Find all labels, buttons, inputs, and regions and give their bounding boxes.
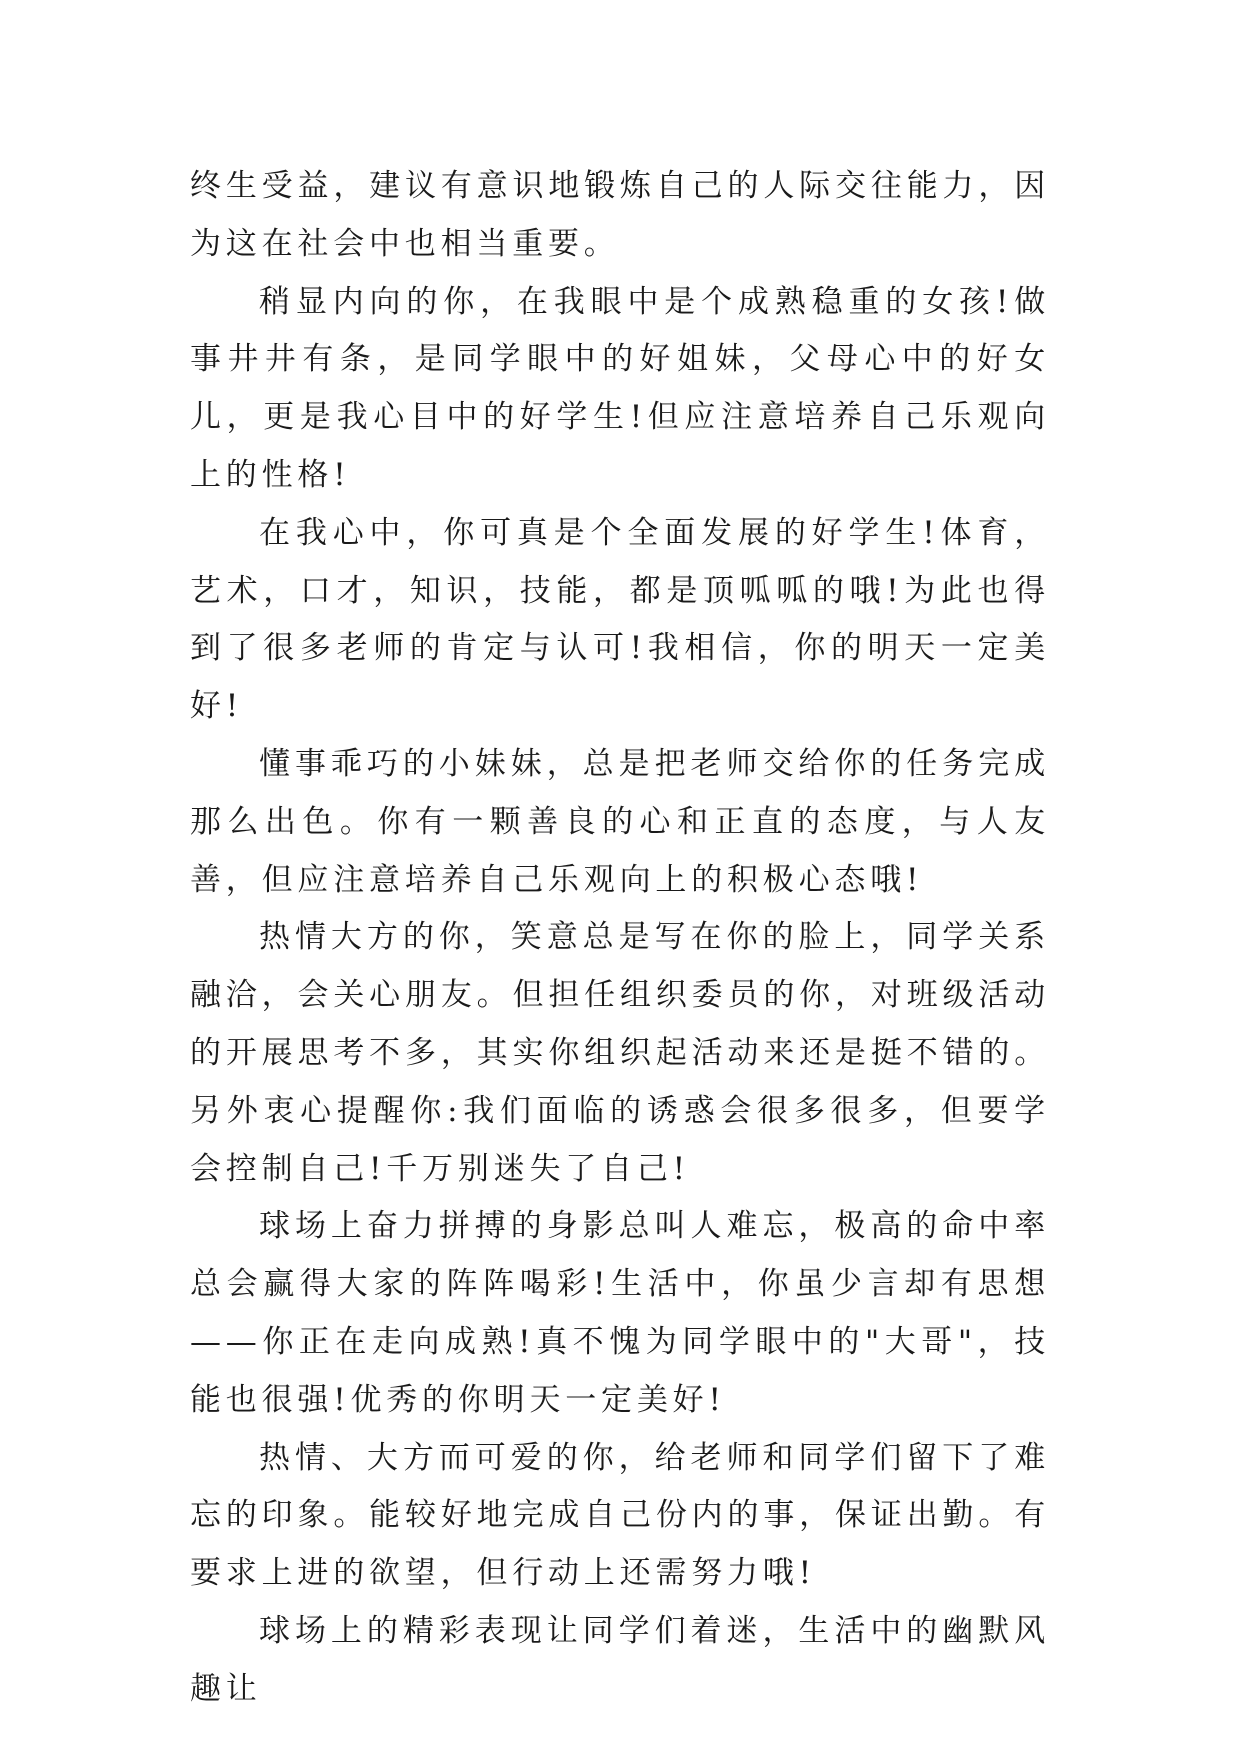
paragraph-8: 球场上的精彩表现让同学们着迷，生活中的幽默风趣让 [190, 1612, 1050, 1707]
paragraph-4: 懂事乖巧的小妹妹，总是把老师交给你的任务完成那么出色。你有一颗善良的心和正直的态度，与人友善，但应注意培养自己乐观向上的积极心态哦! [190, 745, 1050, 898]
paragraph-1: 终生受益，建议有意识地锻炼自己的人际交往能力，因为这在社会中也相当重要。 [190, 168, 1050, 262]
paragraph-6: 球场上奋力拼搏的身影总叫人难忘，极高的命中率总会赢得大家的阵阵喝彩!生活中，你虽少言却有思想——你正在走向成熟!真不愧为同学眼中的"大哥"，技能也很强!优秀的你明天一定美好! [190, 1208, 1050, 1418]
paragraph-2: 稍显内向的你，在我眼中是个成熟稳重的女孩!做事井井有条，是同学眼中的好姐妹，父母心中的好女儿，更是我心目中的好学生!但应注意培养自己乐观向上的性格! [190, 283, 1050, 493]
paragraph-5: 热情大方的你，笑意总是写在你的脸上，同学关系融洽，会关心朋友。但担任组织委员的你，对班级活动的开展思考不多，其实你组织起活动来还是挺不错的。另外衷心提醒你:我们面临的诱惑会很多很多，但要学会控制自己!千万别迷失了自己! [190, 919, 1050, 1187]
paragraph-7: 热情、大方而可爱的你，给老师和同学们留下了难忘的印象。能较好地完成自己份内的事，保证出勤。有要求上进的欲望，但行动上还需努力哦! [190, 1439, 1050, 1592]
document-body [190, 158, 1050, 1719]
paragraph-3: 在我心中，你可真是个全面发展的好学生!体育，艺术，口才，知识，技能，都是顶呱呱的哦!为此也得到了很多老师的肯定与认可!我相信，你的明天一定美好! [190, 514, 1050, 725]
